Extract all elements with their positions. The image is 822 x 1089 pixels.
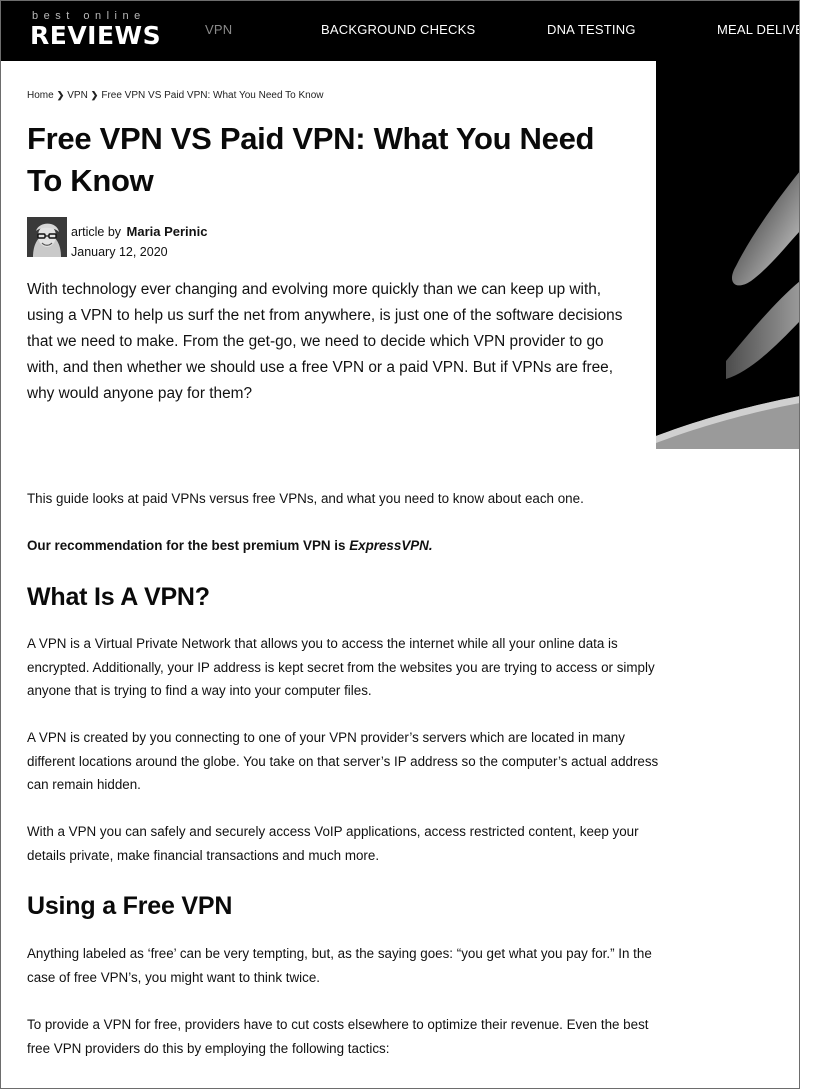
recommendation-paragraph — [27, 534, 667, 558]
logo-tagline: best online — [32, 10, 146, 22]
breadcrumb — [27, 90, 324, 101]
author-avatar[interactable] — [27, 217, 67, 257]
logo-wordmark: REVIEWS — [30, 21, 162, 50]
section2-paragraph-1: Anything labeled as ‘free’ can be very tempting, but, as the saying goes: “you get what you pay for.” In the case of free VPN’s, you might want to think twice. — [27, 946, 652, 985]
section2-paragraph-2: To provide a VPN for free, providers have to cut costs elsewhere to optimize their revenue. Even the best free VPN providers do this by employing the following tactics: — [27, 1017, 649, 1056]
site-logo[interactable] — [30, 10, 162, 52]
hero-abstract-graphic — [656, 61, 800, 449]
breadcrumb-vpn[interactable]: VPN — [67, 90, 88, 101]
byline — [71, 224, 207, 239]
expressvpn-link[interactable]: ExpressVPN. — [349, 538, 433, 553]
nav-item-dna-testing[interactable]: DNA TESTING — [547, 22, 636, 37]
guide-paragraph: This guide looks at paid VPNs versus free VPNs, and what you need to know about each one. — [27, 491, 584, 506]
section1-paragraph-1: A VPN is a Virtual Private Network that allows you to access the internet while all your online data is encrypted. Additionally, your IP address is kept secret from the websites you are trying to access or simply anyone that is trying to find a way into your computer files. — [27, 636, 655, 698]
top-navigation-bar — [0, 0, 822, 61]
section-heading-what-is-vpn: What Is A VPN? — [27, 583, 210, 611]
recommendation-text: Our recommendation for the best premium VPN is — [27, 538, 346, 553]
byline-prefix: article by — [71, 225, 122, 239]
intro-paragraph: With technology ever changing and evolving more quickly than we can keep up with, using a VPN to help us surf the net from anywhere, is just one of the software decisions that we need to make. From the get-go, we need to decide which VPN provider to go with, and then whether we should use a free VPN or a paid VPN. But if VPNs are free, why would anyone pay for them? — [27, 281, 623, 402]
section1-paragraph-2: A VPN is created by you connecting to one of your VPN provider’s servers which are located in many different locations around the globe. You take on that server’s IP address so the computer’s actual address can remain hidden. — [27, 730, 659, 792]
nav-item-meal-delivery[interactable]: MEAL DELIVERY — [717, 22, 822, 37]
author-info — [27, 217, 427, 259]
section1-paragraph-3: With a VPN you can safely and securely access VoIP applications, access restricted content, keep your details private, make financial transactions and much more. — [27, 824, 639, 863]
section-heading-using-free-vpn: Using a Free VPN — [27, 892, 233, 920]
publish-date: January 12, 2020 — [71, 245, 168, 259]
nav-item-vpn[interactable]: VPN — [205, 22, 233, 37]
chevron-right-icon: ❯ — [90, 90, 99, 100]
page-title: Free VPN VS Paid VPN: What You Need To Know — [27, 121, 595, 198]
chevron-right-icon: ❯ — [56, 90, 65, 100]
breadcrumb-current: Free VPN VS Paid VPN: What You Need To Know — [101, 90, 324, 101]
avatar-portrait-icon — [27, 217, 67, 257]
nav-item-background-checks[interactable]: BACKGROUND CHECKS — [321, 22, 476, 37]
author-name-link[interactable]: Maria Perinic — [126, 224, 208, 239]
hero-image — [656, 61, 800, 449]
breadcrumb-home[interactable]: Home — [27, 90, 54, 101]
